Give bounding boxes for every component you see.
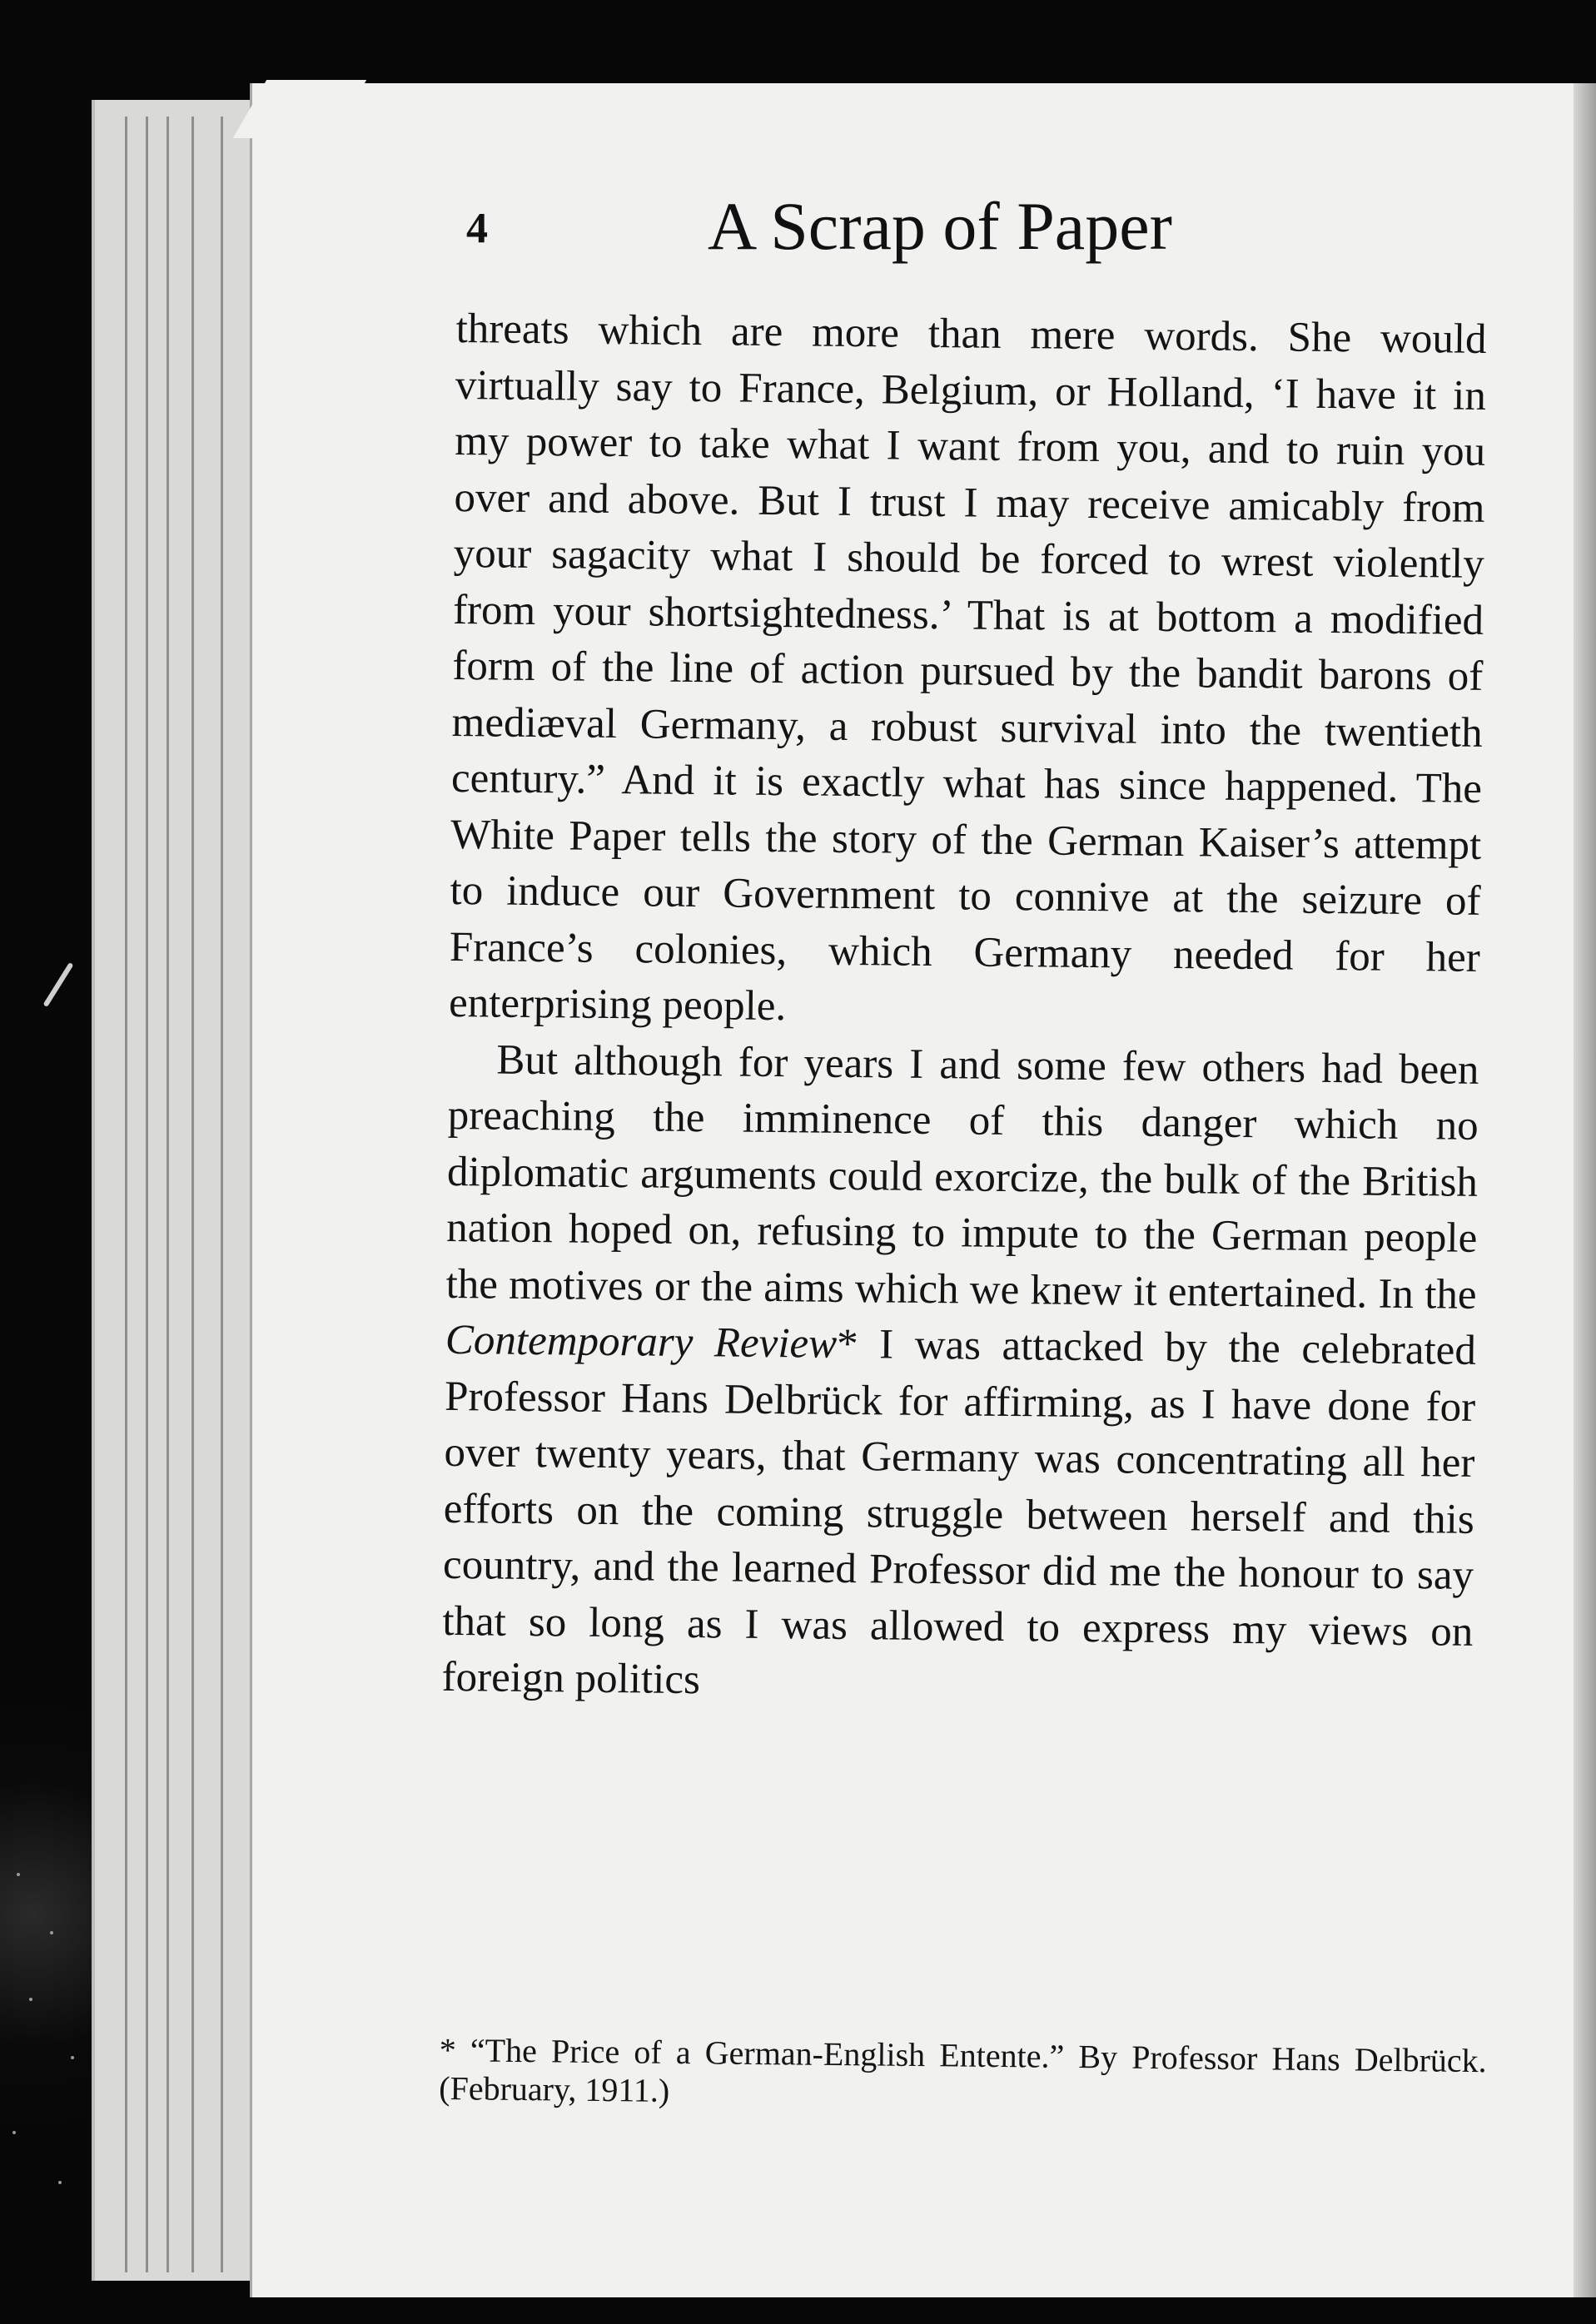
page-edge-line (167, 117, 169, 2272)
scan-speck (58, 2181, 62, 2184)
page-header (466, 187, 1299, 279)
paragraph-2-text-after: I was attacked by the celebrated Professor Hans Delbrück for affirming, as I have done for over twenty years, that Germany was concentrating all her efforts on the coming struggle between herself and this country, and the learned Professor did me the honour to say that so long as I was allowed to express my views on foreign politics (441, 1321, 1477, 1704)
paragraph-2 (441, 1031, 1479, 1716)
journal-title: Contemporary Review (445, 1316, 838, 1368)
page-number: 4 (466, 205, 488, 252)
scan-speck (50, 1931, 53, 1934)
footnote-text: * “The Price of a German-English Entente.” By Professor Hans Delbrück. (February, 1911.) (439, 2031, 1487, 2109)
scan-speck (71, 2056, 74, 2059)
page-edge-line (191, 117, 194, 2272)
footnote (439, 2031, 1487, 2118)
page-edge-line (125, 117, 127, 2272)
page-edge-line (221, 117, 223, 2272)
scan-speck (29, 1998, 32, 2001)
paragraph-2-text-before: But although for years I and some few others had been preaching the imminence of this danger which no diplomatic arguments could exorcize, the bulk of the British nation hoped on, refusing to impute to the German people the motives or the aims which we knew it entertained. In the (445, 1036, 1479, 1318)
scan-speck (17, 1873, 20, 1876)
page-right-shadow (1574, 83, 1596, 2297)
paragraph-1: threats which are more than mere words. She would virtually say to France, Belgium, or Holland, ‘I have it in my power to take what I want from you, and to ruin you over and above. But I trust I may receive amicably from your sagacity what I should be forced to wrest violently from your shortsightedness.’ That is at bottom a modified form of the line of action pursued by the bandit barons of mediæval Germany, a robust survival into the twentieth century.” And it is exactly what has since happened. The White Paper tells the story of the German Kaiser’s attempt to induce our Government to connive at the seizure of France’s colonies, which Germany needed for her enterprising people. (448, 305, 1487, 1030)
body-text (441, 301, 1487, 1716)
footnote-marker: * (836, 1320, 858, 1368)
page-edge-line (146, 117, 148, 2272)
scan-speck (12, 2131, 16, 2134)
running-title: A Scrap of Paper (708, 188, 1172, 264)
